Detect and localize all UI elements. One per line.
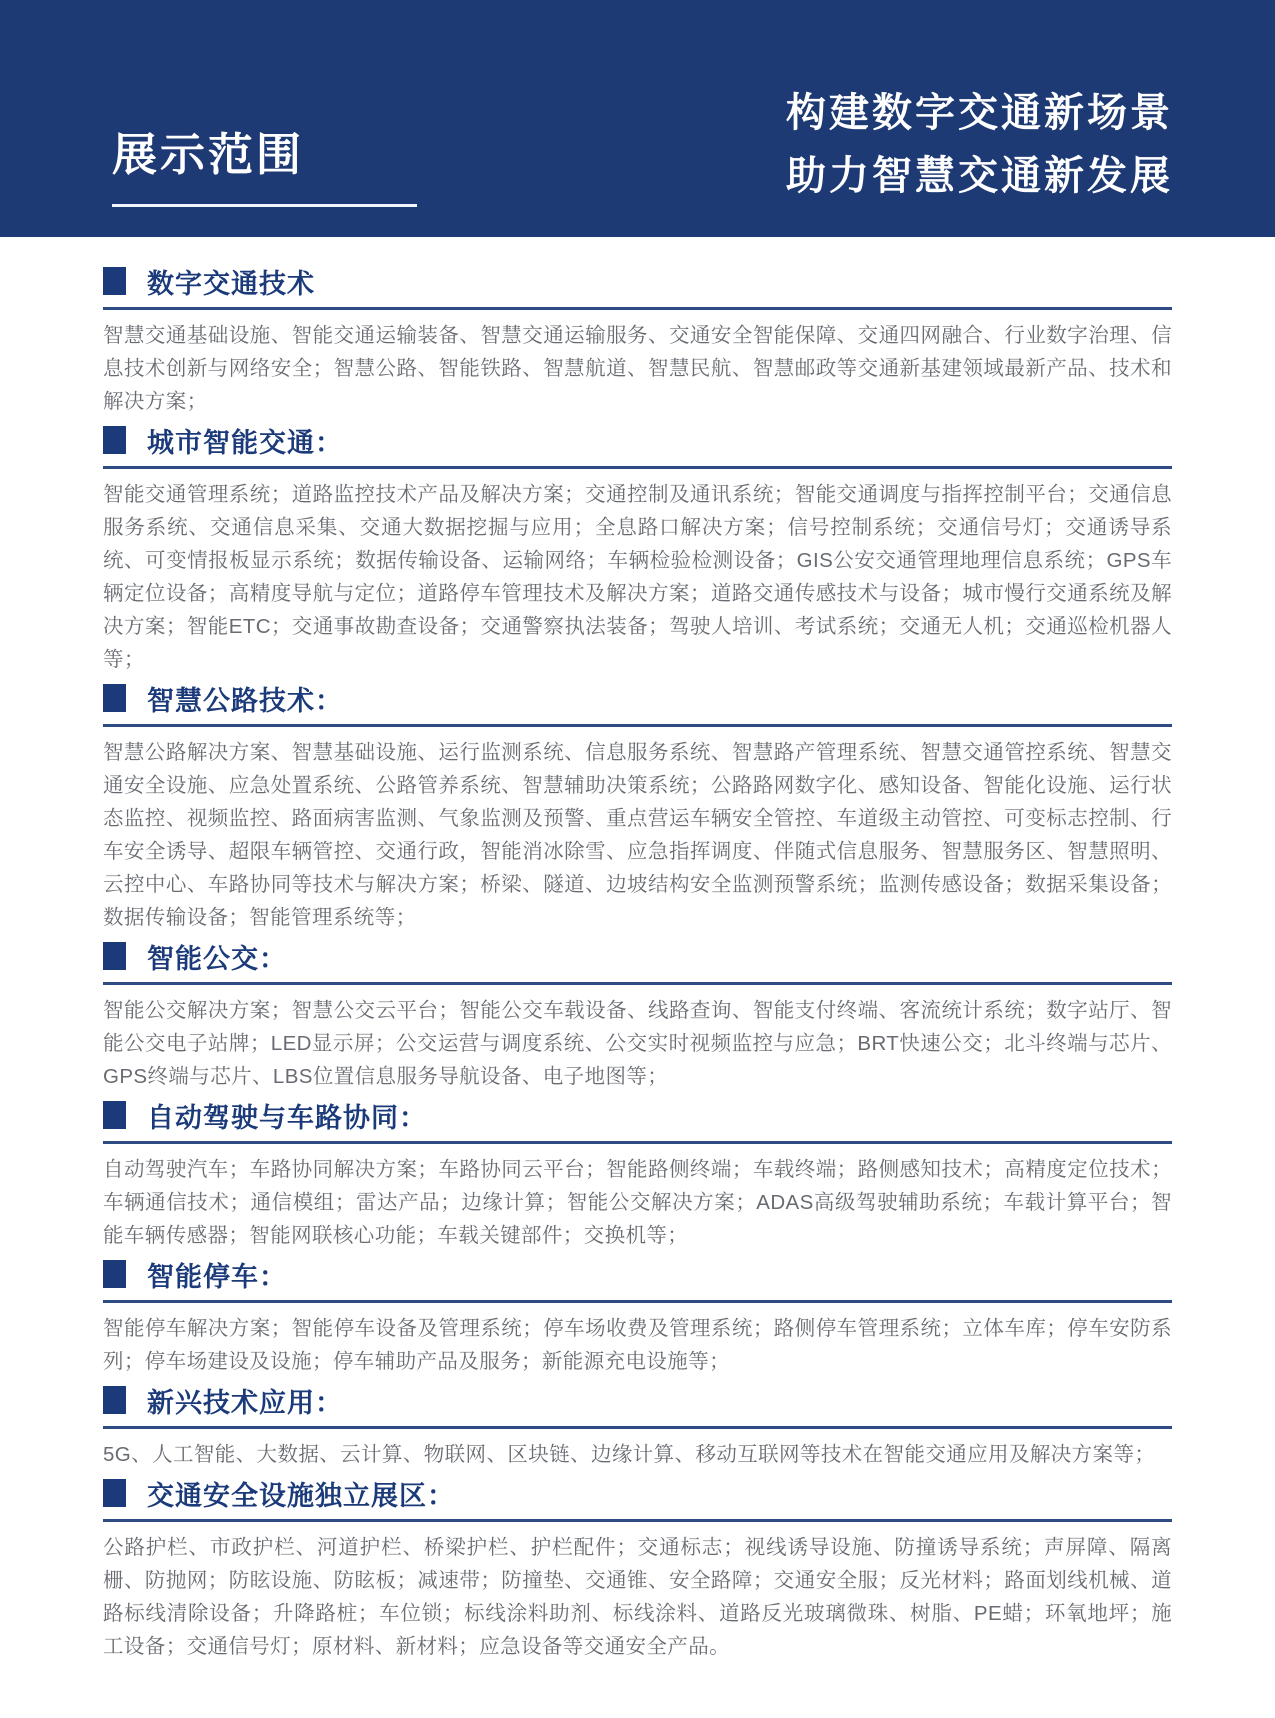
section-body: 智慧公路解决方案、智慧基础设施、运行监测系统、信息服务系统、智慧路产管理系统、智慧交通管控系统、智慧交通安全设施、应急处置系统、公路管养系统、智慧辅助决策系统；公路路网数字化、感知设备、智能化设施、运行状态监控、视频监控、路面病害监测、气象监测及预警、重点营运车辆安全管控、车道级主动管控、可变标志控制、行车安全诱导、超限车辆管控、交通行政，智能消冰除雪、应急指挥调度、伴随式信息服务、智慧服务区、智慧照明、云控中心、车路协同等技术与解决方案；桥梁、隧道、边坡结构安全监测预警系统；监测传感设备；数据采集设备；数据传输设备；智能管理系统等；	[103, 741, 1172, 929]
page-title: 展示范围	[112, 129, 305, 180]
section	[103, 263, 1172, 418]
slogan	[786, 82, 1173, 208]
section-heading: 新兴技术应用：	[147, 1387, 343, 1418]
section-divider	[103, 1519, 1172, 1522]
section-heading-row	[103, 1256, 1172, 1292]
section-body: 自动驾驶汽车；车路协同解决方案；车路协同云平台；智能路侧终端；车载终端；路侧感知技术；高精度定位技术；车辆通信技术；通信模组；雷达产品；边缘计算；智能公交解决方案；ADAS高级驾驶辅助系统；车载计算平台；智能车辆传感器；智能网联核心功能；车载关键部件；交换机等；	[103, 1158, 1172, 1247]
section-heading: 交通安全设施独立展区：	[147, 1480, 455, 1511]
section-heading: 智能公交：	[147, 943, 287, 974]
section-bullet-icon	[103, 1101, 126, 1129]
section-heading-row	[103, 1382, 1172, 1418]
section-heading-row	[103, 1475, 1172, 1511]
section-divider	[103, 1141, 1172, 1144]
section-heading: 数字交通技术	[147, 268, 315, 299]
section-bullet-icon	[103, 1386, 126, 1414]
section-heading: 智能停车：	[147, 1261, 287, 1292]
slogan-line-1: 构建数字交通新场景	[786, 91, 1173, 135]
section	[103, 1382, 1172, 1471]
section	[103, 1097, 1172, 1252]
section-heading: 城市智能交通：	[147, 427, 343, 458]
section-body: 公路护栏、市政护栏、河道护栏、桥梁护栏、护栏配件；交通标志；视线诱导设施、防撞诱导系统；声屏障、隔离栅、防抛网；防眩设施、防眩板；减速带；防撞垫、交通锥、安全路障；交通安全服；反光材料；路面划线机械、道路标线清除设备；升降路桩；车位锁；标线涂料助剂、标线涂料、道路反光玻璃微珠、树脂、PE蜡；环氧地坪；施工设备；交通信号灯；原材料、新材料；应急设备等交通安全产品。	[103, 1536, 1172, 1658]
section-bullet-icon	[103, 1479, 126, 1507]
section-heading-row	[103, 263, 1172, 299]
section-heading-row	[103, 1097, 1172, 1133]
page-banner	[0, 0, 1275, 237]
section-bullet-icon	[103, 426, 126, 454]
section-heading: 智慧公路技术：	[147, 685, 343, 716]
section	[103, 422, 1172, 676]
section-divider	[103, 466, 1172, 469]
section-divider	[103, 724, 1172, 727]
section	[103, 1475, 1172, 1663]
sections	[0, 263, 1275, 1663]
section-divider	[103, 1426, 1172, 1429]
section-bullet-icon	[103, 942, 126, 970]
section-body: 5G、人工智能、大数据、云计算、物联网、区块链、边缘计算、移动互联网等技术在智能交通应用及解决方案等；	[103, 1443, 1156, 1466]
section-divider	[103, 307, 1172, 310]
section	[103, 938, 1172, 1093]
section-bullet-icon	[103, 684, 126, 712]
section-divider	[103, 982, 1172, 985]
section-bullet-icon	[103, 1260, 126, 1288]
section-body: 智慧交通基础设施、智能交通运输装备、智慧交通运输服务、交通安全智能保障、交通四网融合、行业数字治理、信息技术创新与网络安全；智慧公路、智能铁路、智慧航道、智慧民航、智慧邮政等交通新基建领域最新产品、技术和解决方案；	[103, 324, 1172, 413]
section-bullet-icon	[103, 267, 126, 295]
section-heading-row	[103, 422, 1172, 458]
section	[103, 1256, 1172, 1378]
section-body: 智能停车解决方案；智能停车设备及管理系统；停车场收费及管理系统；路侧停车管理系统；立体车库；停车安防系列；停车场建设及设施；停车辅助产品及服务；新能源充电设施等；	[103, 1317, 1172, 1373]
section-divider	[103, 1300, 1172, 1303]
section-heading-row	[103, 938, 1172, 974]
section-body: 智能交通管理系统；道路监控技术产品及解决方案；交通控制及通讯系统；智能交通调度与指挥控制平台；交通信息服务系统、交通信息采集、交通大数据挖掘与应用；全息路口解决方案；信号控制系统；交通信号灯；交通诱导系统、可变情报板显示系统；数据传输设备、运输网络；车辆检验检测设备；GIS公安交通管理地理信息系统；GPS车辆定位设备；高精度导航与定位；道路停车管理技术及解决方案；道路交通传感技术与设备；城市慢行交通系统及解决方案；智能ETC；交通事故勘查设备；交通警察执法装备；驾驶人培训、考试系统；交通无人机；交通巡检机器人等；	[103, 483, 1172, 671]
section-body: 智能公交解决方案；智慧公交云平台；智能公交车载设备、线路查询、智能支付终端、客流统计系统；数字站厅、智能公交电子站牌；LED显示屏；公交运营与调度系统、公交实时视频监控与应急；BRT快速公交；北斗终端与芯片、GPS终端与芯片、LBS位置信息服务导航设备、电子地图等；	[103, 999, 1172, 1088]
title-underline	[112, 204, 417, 207]
section-heading: 自动驾驶与车路协同：	[147, 1102, 427, 1133]
slogan-line-2: 助力智慧交通新发展	[786, 154, 1173, 198]
section	[103, 680, 1172, 934]
section-heading-row	[103, 680, 1172, 716]
